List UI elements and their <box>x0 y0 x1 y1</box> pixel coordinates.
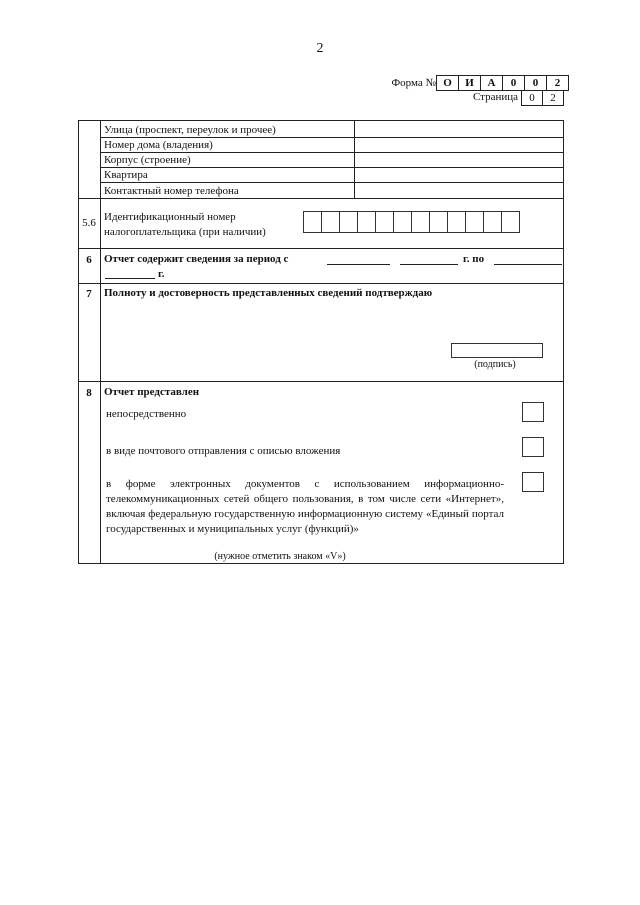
address-value-divider <box>354 120 355 198</box>
inn-digit-cell[interactable] <box>393 211 412 233</box>
section-divider <box>78 381 564 382</box>
inn-label <box>104 210 266 240</box>
form-code-char: 2 <box>546 75 569 91</box>
submission-title: Отчет представлен <box>104 386 200 398</box>
inn-digit-cell[interactable] <box>375 211 394 233</box>
option-electronic-label: в форме электронных документов с использованием информационно-телекоммуникационных сетей общего пользования, в том числе сети «Интернет», включая федеральную государственную информационную систему «Единый портал государственных и муниципальных услуг (функций)» <box>106 478 504 535</box>
section-divider <box>78 198 564 199</box>
inn-digit-cell[interactable] <box>483 211 502 233</box>
period-year-end-text: г. <box>158 268 165 280</box>
period-start-year-field[interactable] <box>400 253 458 265</box>
number-column-divider <box>100 120 101 564</box>
option-electronic-checkbox[interactable] <box>522 472 544 492</box>
option-post-label: в виде почтового отправления с описью вложения <box>106 445 341 457</box>
period-end-year-field[interactable] <box>105 267 155 279</box>
section-5-6-number: 5.6 <box>82 217 96 229</box>
street-label: Улица (проспект, переулок и прочее) <box>104 124 276 136</box>
building-label: Корпус (строение) <box>104 154 191 166</box>
page-label: Страница <box>472 91 518 103</box>
page-digit: 0 <box>521 90 543 106</box>
inn-label-line: Идентификационный номер <box>104 211 236 223</box>
page-digit-cells <box>522 90 564 106</box>
inn-digit-cell[interactable] <box>429 211 448 233</box>
form-code-char: 0 <box>524 75 547 91</box>
option-direct-label: непосредственно <box>106 408 187 420</box>
period-end-field[interactable] <box>494 253 562 265</box>
form-number-label: Форма № <box>391 77 436 89</box>
inn-digit-cell[interactable] <box>303 211 322 233</box>
form-code-char: 0 <box>502 75 525 91</box>
inn-input-cells[interactable] <box>304 211 520 233</box>
apartment-label: Квартира <box>104 169 148 181</box>
checkmark-note: (нужное отметить знаком «V») <box>214 551 346 562</box>
section-divider <box>78 283 564 284</box>
confirmation-title: Полноту и достоверность представленных сведений подтверждаю <box>104 287 433 299</box>
signature-caption: (подпись) <box>474 359 516 370</box>
form-code-char: А <box>480 75 503 91</box>
inn-digit-cell[interactable] <box>321 211 340 233</box>
inn-digit-cell[interactable] <box>465 211 484 233</box>
section-divider <box>78 248 564 249</box>
inn-digit-cell[interactable] <box>447 211 466 233</box>
inn-digit-cell[interactable] <box>339 211 358 233</box>
inn-digit-cell[interactable] <box>501 211 520 233</box>
signature-field[interactable] <box>451 343 543 358</box>
period-text: Отчет содержит сведения за период с <box>104 253 289 265</box>
option-direct-checkbox[interactable] <box>522 402 544 422</box>
address-row-divider <box>101 182 564 183</box>
inn-digit-cell[interactable] <box>357 211 376 233</box>
inn-label-line: налогоплательщика (при наличии) <box>104 226 266 238</box>
address-row-divider <box>101 167 564 168</box>
form-code-cells <box>437 75 569 91</box>
inn-digit-cell[interactable] <box>411 211 430 233</box>
house-number-label: Номер дома (владения) <box>104 139 213 151</box>
page-number: 2 <box>316 41 324 56</box>
form-code-char: И <box>458 75 481 91</box>
section-6-number: 6 <box>86 254 92 266</box>
page-digit: 2 <box>542 90 564 106</box>
form-code-char: О <box>436 75 459 91</box>
section-8-number: 8 <box>86 387 92 399</box>
phone-label: Контактный номер телефона <box>104 185 239 197</box>
section-7-number: 7 <box>86 288 92 300</box>
period-start-field[interactable] <box>327 253 390 265</box>
option-post-checkbox[interactable] <box>522 437 544 457</box>
period-year-to-text: г. по <box>463 253 485 265</box>
